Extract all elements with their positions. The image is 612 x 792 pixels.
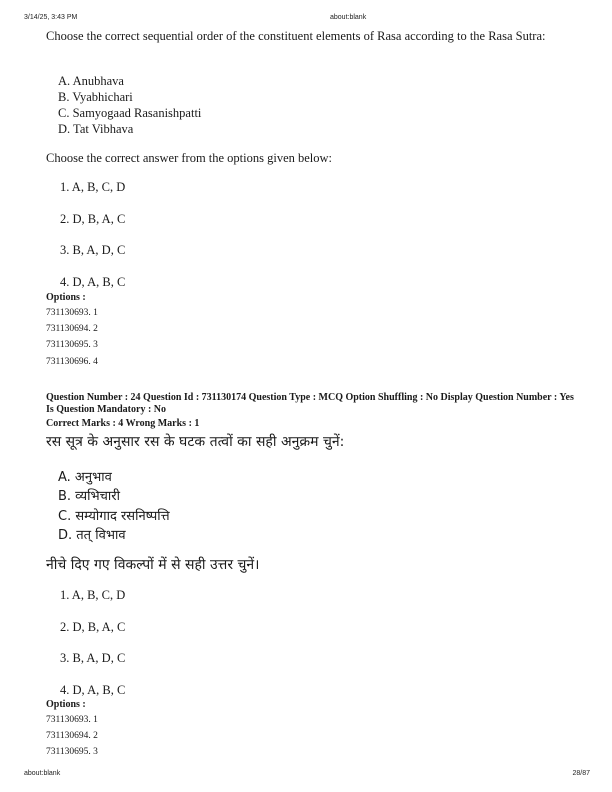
instruction-hindi: नीचे दिए गए विकल्पों में से सही उत्तर चुनें। — [46, 557, 260, 573]
statement-item-d-hindi: D. तत् विभाव — [58, 528, 126, 543]
statement-item-b: B. Vyabhichari — [58, 90, 133, 104]
option-id-1: 731130693. 1 — [46, 715, 98, 725]
answer-choice-4: 4. D, A, B, C — [60, 275, 126, 289]
answer-choice-2: 2. D, B, A, C — [60, 212, 126, 226]
option-id-2: 731130694. 2 — [46, 731, 98, 741]
question-meta: Question Number : 24 Question Id : 731130174 Question Type : MCQ Option Shuffling : No Display Question Number : Yes Is Question Mandatory : No — [46, 392, 574, 415]
statement-item-a-hindi: A. अनुभाव — [58, 470, 112, 485]
print-header-url: about:blank — [330, 14, 367, 21]
statement-item-c: C. Samyogaad Rasanishpatti — [58, 106, 202, 120]
statement-item-b-hindi: B. व्यभिचारी — [58, 489, 120, 504]
answer-choice-1: 1. A, B, C, D — [60, 588, 126, 602]
answer-choice-3: 3. B, A, D, C — [60, 651, 126, 665]
statement-item-d: D. Tat Vibhava — [58, 122, 134, 136]
print-footer-url: about:blank — [24, 770, 61, 777]
option-id-2: 731130694. 2 — [46, 324, 98, 334]
answer-choice-3: 3. B, A, D, C — [60, 243, 126, 257]
question-text-english: Choose the correct sequential order of the constituent elements of Rasa according to the Rasa Sutra: — [46, 29, 546, 43]
statement-item-a: A. Anubhava — [58, 74, 124, 88]
option-id-3: 731130695. 3 — [46, 340, 98, 350]
option-id-1: 731130693. 1 — [46, 308, 98, 318]
statement-item-c-hindi: C. सम्योगाद रसनिष्पत्ति — [58, 509, 170, 524]
answer-choice-1: 1. A, B, C, D — [60, 180, 126, 194]
options-label: Options : — [46, 292, 86, 303]
option-id-3: 731130695. 3 — [46, 747, 98, 757]
option-id-4: 731130696. 4 — [46, 357, 98, 367]
instruction-english: Choose the correct answer from the options given below: — [46, 151, 333, 165]
answer-choice-2: 2. D, B, A, C — [60, 620, 126, 634]
options-label: Options : — [46, 699, 86, 710]
question-marks: Correct Marks : 4 Wrong Marks : 1 — [46, 418, 200, 429]
print-datetime: 3/14/25, 3:43 PM — [24, 14, 78, 21]
answer-choice-4: 4. D, A, B, C — [60, 683, 126, 697]
question-text-hindi: रस सूत्र के अनुसार रस के घटक तत्वों का सही अनुक्रम चुनें: — [46, 434, 345, 450]
page-number: 28/87 — [572, 770, 590, 777]
